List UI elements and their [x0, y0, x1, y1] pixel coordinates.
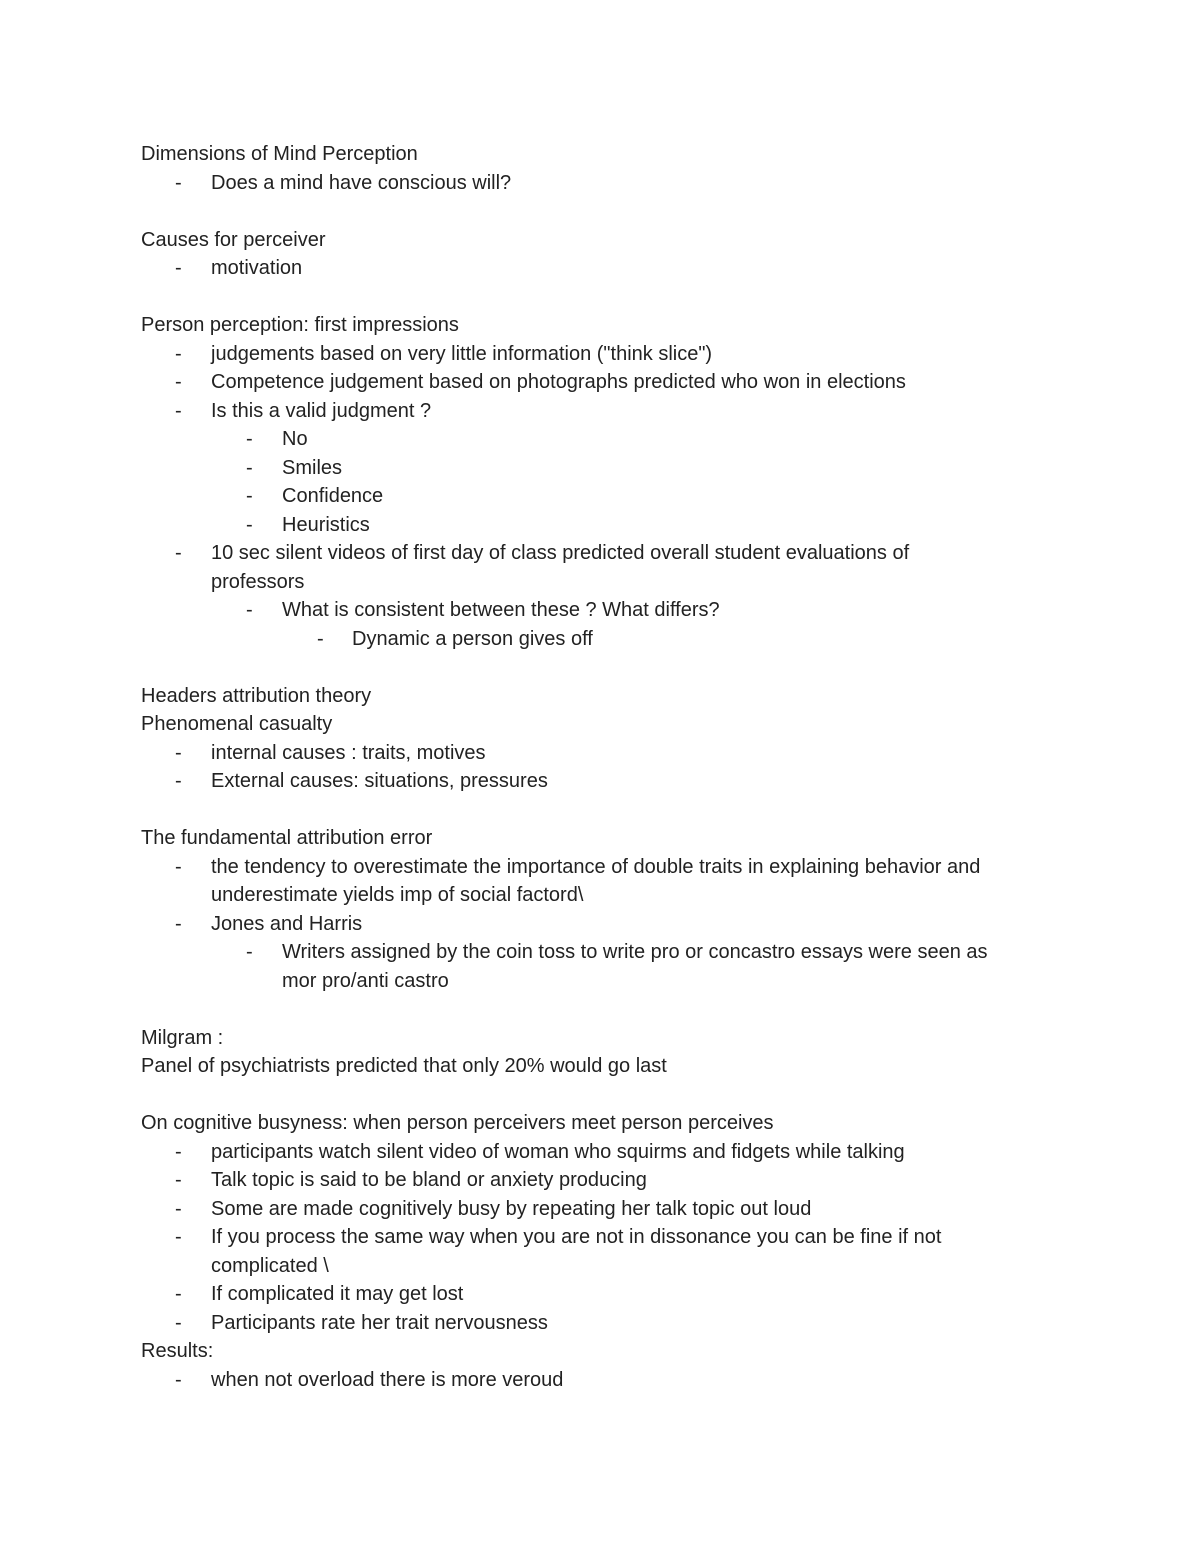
list-item-text-continued: professors	[211, 570, 305, 593]
section-heading: On cognitive busyness: when person perceivers meet person perceives	[141, 1112, 774, 1134]
sub-list-item-text: Writers assigned by the coin toss to write pro or concastro essays were seen as	[282, 941, 988, 963]
list-item-text: when not overload there is more veroud	[211, 1368, 564, 1391]
section-heading: Dimensions of Mind Perception	[141, 143, 418, 165]
bullet-dash: -	[175, 1226, 182, 1248]
list-item-text: internal causes : traits, motives	[211, 741, 486, 764]
sub-list-item	[141, 596, 1061, 625]
sub-sub-list-item	[141, 625, 1061, 654]
results-heading: Results:	[141, 1340, 214, 1362]
bullet-dash: -	[175, 1368, 182, 1391]
sub-list-item-text: Confidence	[282, 485, 384, 507]
sub-list-item	[141, 425, 1061, 454]
list-item-text-continued: underestimate yields imp of social factord\	[211, 884, 584, 906]
section-heading: Milgram :	[141, 1026, 224, 1049]
sub-sub-list-item-text: Dynamic a person gives off	[352, 627, 593, 650]
bullet-dash: -	[175, 1311, 182, 1334]
bullet-dash: -	[175, 741, 182, 764]
blank-line	[141, 1081, 1061, 1110]
list-item	[141, 1366, 1061, 1395]
bullet-dash: -	[246, 599, 253, 621]
bullet-dash: -	[175, 171, 182, 194]
list-item	[141, 853, 1061, 910]
bullet-dash: -	[175, 542, 182, 564]
list-item-text: Some are made cognitively busy by repeating her talk topic out loud	[211, 1197, 812, 1220]
sub-list-item-text: Heuristics	[282, 513, 370, 536]
list-item	[141, 1223, 1061, 1280]
list-item	[141, 169, 1061, 198]
sub-list-item	[141, 482, 1061, 511]
blank-line	[141, 796, 1061, 825]
list-item-text: motivation	[211, 257, 303, 279]
sub-list-item	[141, 511, 1061, 540]
section-heading: Causes for perceiver	[141, 228, 326, 251]
bullet-dash: -	[175, 342, 182, 365]
section-subheading: Phenomenal casualty	[141, 713, 333, 735]
list-item-text: If you process the same way when you are not in dissonance you can be fine if not	[211, 1226, 942, 1248]
list-item	[141, 767, 1061, 796]
list-item-text: judgements based on very little information ("think slice")	[211, 342, 713, 365]
sub-list-item-text: Smiles	[282, 456, 343, 479]
bullet-dash: -	[175, 399, 182, 422]
list-item	[141, 1195, 1061, 1224]
list-item	[141, 1138, 1061, 1167]
sub-list-item-text: What is consistent between these ? What differs?	[282, 599, 720, 621]
blank-line	[141, 283, 1061, 312]
list-item	[141, 539, 1061, 596]
list-item	[141, 739, 1061, 768]
list-item-text: Is this a valid judgment ?	[211, 399, 432, 422]
list-item	[141, 1166, 1061, 1195]
sub-list-item-text: No	[282, 428, 308, 450]
list-item	[141, 254, 1061, 283]
list-item-text: Participants rate her trait nervousness	[211, 1311, 548, 1334]
bullet-dash: -	[175, 257, 182, 279]
list-item-text: Competence judgement based on photographs predicted who won in elections	[211, 371, 906, 393]
list-item	[141, 1309, 1061, 1338]
sub-list-item	[141, 454, 1061, 483]
section-heading: Person perception: first impressions	[141, 314, 459, 336]
list-item	[141, 340, 1061, 369]
list-item	[141, 397, 1061, 426]
list-item-text: participants watch silent video of woman who squirms and fidgets while talking	[211, 1140, 905, 1163]
section-heading: Headers attribution theory	[141, 684, 372, 707]
bullet-dash: -	[175, 855, 182, 878]
bullet-dash: -	[317, 627, 324, 650]
section-heading: The fundamental attribution error	[141, 827, 433, 849]
bullet-dash: -	[246, 485, 253, 507]
notes-body	[141, 140, 1061, 1394]
list-item-text: Talk topic is said to be bland or anxiety producing	[211, 1169, 647, 1191]
bullet-dash: -	[175, 371, 182, 393]
bullet-dash: -	[246, 941, 253, 963]
bullet-dash: -	[175, 1283, 182, 1305]
list-item-text: Jones and Harris	[211, 912, 363, 935]
list-item-text-continued: complicated \	[211, 1254, 329, 1277]
sub-list-item	[141, 938, 1061, 995]
blank-line	[141, 197, 1061, 226]
bullet-dash: -	[246, 456, 253, 479]
bullet-dash: -	[246, 428, 253, 450]
bullet-dash: -	[175, 770, 182, 792]
list-item-text: 10 sec silent videos of first day of class predicted overall student evaluations of	[211, 542, 910, 564]
bullet-dash: -	[175, 912, 182, 935]
sub-list-item-text-continued: mor pro/anti castro	[282, 969, 449, 992]
list-item-text: the tendency to overestimate the importance of double traits in explaining behavior and	[211, 855, 981, 878]
bullet-dash: -	[175, 1140, 182, 1163]
list-item-text: If complicated it may get lost	[211, 1283, 464, 1305]
list-item	[141, 1280, 1061, 1309]
blank-line	[141, 995, 1061, 1024]
bullet-dash: -	[246, 513, 253, 536]
list-item	[141, 368, 1061, 397]
paragraph-text: Panel of psychiatrists predicted that only 20% would go last	[141, 1055, 667, 1077]
blank-line	[141, 653, 1061, 682]
bullet-dash: -	[175, 1169, 182, 1191]
bullet-dash: -	[175, 1197, 182, 1220]
list-item-text: External causes: situations, pressures	[211, 770, 548, 792]
list-item-text: Does a mind have conscious will?	[211, 171, 512, 194]
list-item	[141, 910, 1061, 939]
